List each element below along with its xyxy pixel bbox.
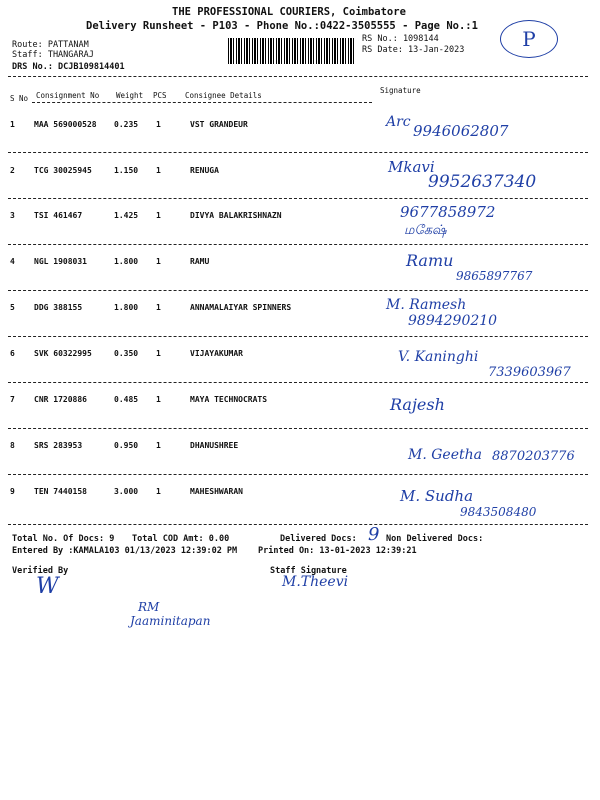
col-consignment: Consignment No — [36, 91, 100, 100]
table-row — [8, 251, 588, 303]
table-row — [8, 297, 588, 349]
row-consignment: SRS 283953 — [34, 441, 83, 450]
row-sno: 9 — [10, 487, 15, 496]
col-sno: S No — [10, 94, 29, 103]
divider — [8, 290, 588, 291]
page-stamp: P — [500, 20, 558, 58]
staff-label: Staff: THANGARAJ — [12, 50, 94, 60]
divider — [8, 244, 588, 245]
row-weight: 0.235 — [114, 120, 139, 129]
divider — [8, 428, 588, 429]
col-consignee: Consignee Details — [185, 91, 262, 100]
route-label: Route: PATTANAM — [12, 40, 89, 50]
delivered-docs: Delivered Docs: — [280, 534, 357, 544]
row-signature: V. Kaninghi — [398, 349, 479, 365]
col-signature: Signature — [380, 86, 421, 95]
row-sno: 4 — [10, 257, 15, 266]
delivered-count: 9 — [368, 524, 380, 545]
row-phone: 9843508480 — [460, 505, 537, 519]
row-pcs: 1 — [156, 120, 161, 129]
row-pcs: 1 — [156, 487, 161, 496]
row-weight: 3.000 — [114, 487, 139, 496]
divider — [8, 198, 588, 199]
row-phone: 9865897767 — [456, 269, 533, 283]
row-consignee: DIVYA BALAKRISHNAZN — [190, 211, 282, 220]
row-sno: 6 — [10, 349, 15, 358]
row-consignee: DHANUSHREE — [190, 441, 239, 450]
row-signature: Ramu — [406, 251, 454, 270]
row-consignment: SVK 60322995 — [34, 349, 92, 358]
divider — [32, 102, 372, 103]
verified-by-label: Verified By — [12, 566, 69, 576]
row-weight: 0.950 — [114, 441, 139, 450]
row-consignment: CNR 1720886 — [34, 395, 87, 404]
row-signature: Rajesh — [390, 395, 445, 414]
row-consignee: RENUGA — [190, 166, 219, 175]
row-pcs: 1 — [156, 211, 161, 220]
row-signature: மகேஷ் — [404, 223, 447, 238]
divider — [8, 474, 588, 475]
row-weight: 1.800 — [114, 303, 139, 312]
row-signature: Mkavi — [388, 158, 435, 176]
row-consignment: TSI 461467 — [34, 211, 83, 220]
row-pcs: 1 — [156, 303, 161, 312]
row-pcs: 1 — [156, 395, 161, 404]
total-cod: Total COD Amt: 0.00 — [132, 534, 230, 544]
row-consignee: MAHESHWARAN — [190, 487, 243, 496]
divider — [8, 524, 588, 525]
row-consignment: DDG 388155 — [34, 303, 83, 312]
row-consignee: MAYA TECHNOCRATS — [190, 395, 268, 404]
table-row — [8, 203, 588, 257]
company-name: THE PROFESSIONAL COURIERS, Coimbatore — [172, 6, 406, 18]
staff-signature-label: Staff Signature — [270, 566, 347, 576]
rs-number: RS No.: 1098144 — [362, 34, 439, 44]
divider — [8, 152, 588, 153]
row-consignment: MAA 569000528 — [34, 120, 97, 129]
row-sno: 7 — [10, 395, 15, 404]
staff-signature: M.Theevi — [282, 574, 349, 590]
row-consignee: ANNAMALAIYAR SPINNERS — [190, 303, 292, 312]
row-consignee: VIJAYAKUMAR — [190, 349, 243, 358]
row-phone: 8870203776 — [492, 449, 575, 464]
table-row — [8, 395, 588, 441]
barcode — [228, 38, 356, 64]
row-signature: M. Sudha — [400, 487, 474, 505]
row-phone: 9894290210 — [408, 313, 498, 329]
row-pcs: 1 — [156, 349, 161, 358]
non-delivered-docs: Non Delivered Docs: — [386, 534, 484, 544]
row-consignment: TCG 30025945 — [34, 166, 92, 175]
table-row — [8, 487, 588, 533]
divider — [8, 76, 588, 77]
row-sno: 5 — [10, 303, 15, 312]
col-pcs: PCS — [153, 91, 167, 100]
row-pcs: 1 — [156, 441, 161, 450]
verified-signature: W — [36, 574, 59, 599]
table-row — [8, 114, 588, 166]
divider — [8, 336, 588, 337]
row-phone: 9952637340 — [428, 172, 537, 192]
table-row — [8, 441, 588, 487]
row-sno: 8 — [10, 441, 15, 450]
row-pcs: 1 — [156, 166, 161, 175]
table-row — [8, 349, 588, 395]
row-sno: 2 — [10, 166, 15, 175]
row-consignment: TEN 7440158 — [34, 487, 87, 496]
row-consignment: NGL 1908031 — [34, 257, 87, 266]
row-signature: Arc — [386, 114, 411, 130]
row-weight: 1.150 — [114, 166, 139, 175]
runsheet-title: Delivery Runsheet - P103 - Phone No.:0422-3505555 - Page No.:1 — [86, 20, 478, 32]
entered-by: Entered By :KAMALA103 01/13/2023 12:39:02 PM — [12, 546, 238, 556]
row-signature: M. Ramesh — [386, 297, 467, 313]
table-row — [8, 158, 588, 212]
row-weight: 0.350 — [114, 349, 139, 358]
row-weight: 1.800 — [114, 257, 139, 266]
row-weight: 1.425 — [114, 211, 139, 220]
col-weight: Weight — [116, 91, 144, 100]
row-sno: 3 — [10, 211, 15, 220]
drs-number: DRS No.: DCJB109814401 — [12, 62, 125, 72]
extra-signature-initials: RM — [138, 600, 160, 614]
divider — [8, 382, 588, 383]
row-phone: 9946062807 — [413, 122, 509, 140]
row-consignee: VST GRANDEUR — [190, 120, 248, 129]
extra-signature-name: Jaaminitapan — [130, 614, 211, 628]
rs-date: RS Date: 13-Jan-2023 — [362, 45, 465, 55]
printed-on: Printed On: 13-01-2023 12:39:21 — [258, 546, 417, 556]
row-signature: M. Geetha — [408, 447, 482, 463]
row-weight: 0.485 — [114, 395, 139, 404]
total-docs: Total No. Of Docs: 9 — [12, 534, 115, 544]
row-sno: 1 — [10, 120, 15, 129]
row-phone: 9677858972 — [400, 203, 496, 221]
row-consignee: RAMU — [190, 257, 210, 266]
row-pcs: 1 — [156, 257, 161, 266]
row-phone: 7339603967 — [488, 365, 571, 380]
